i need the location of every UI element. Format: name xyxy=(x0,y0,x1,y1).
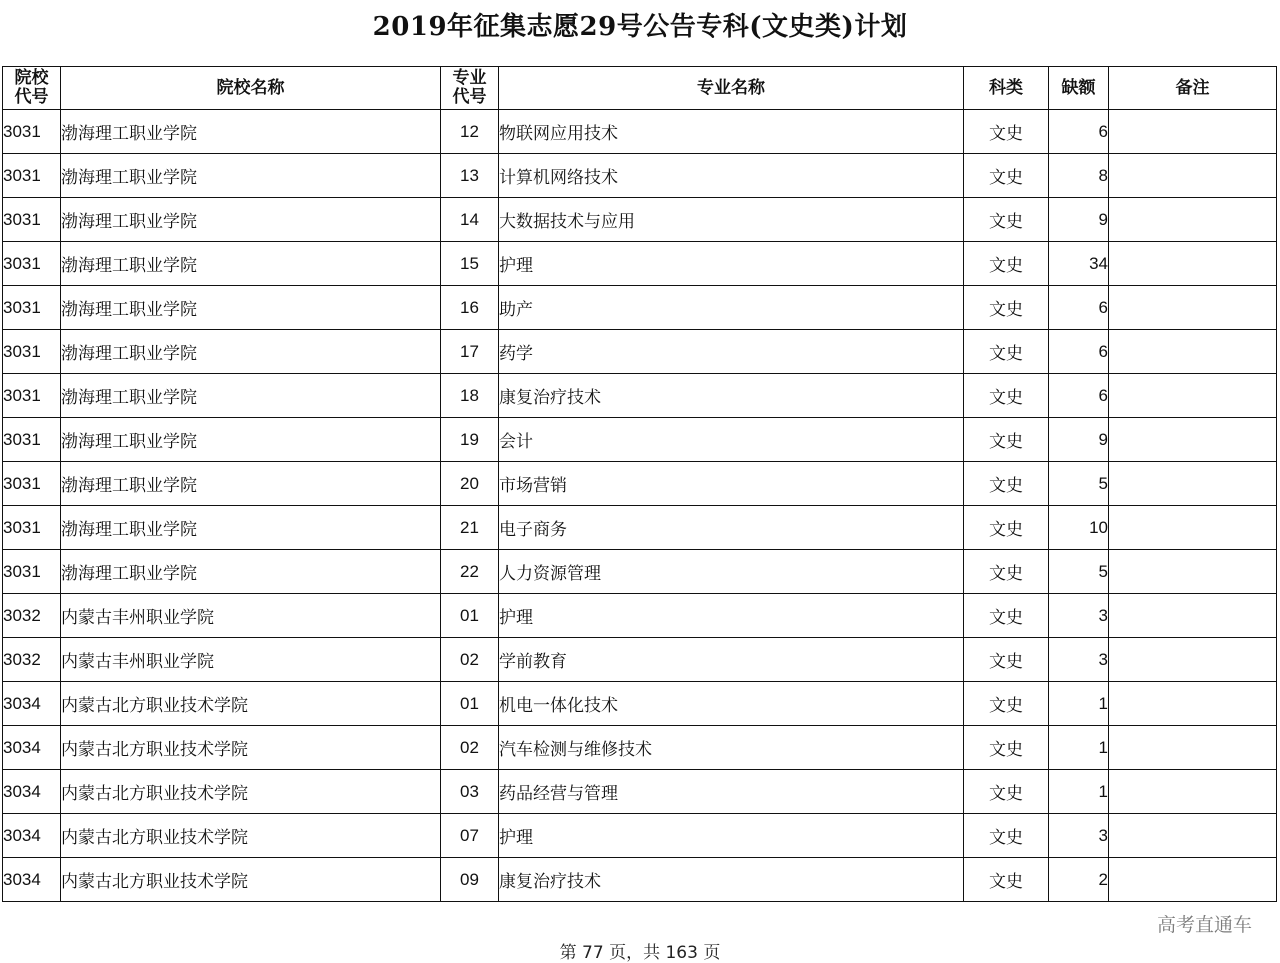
cell-school-name: 内蒙古北方职业技术学院 xyxy=(61,770,441,814)
cell-major-name: 康复治疗技术 xyxy=(499,858,964,902)
cell-school-code: 3034 xyxy=(3,770,61,814)
watermark: 高考直通车 xyxy=(1156,914,1252,936)
cell-category: 文史 xyxy=(964,242,1049,286)
table-row xyxy=(3,242,1277,286)
header-school-code-bottom: 代号 xyxy=(14,87,49,107)
cell-note xyxy=(1109,638,1277,682)
table-row xyxy=(3,770,1277,814)
cell-major-name: 学前教育 xyxy=(499,638,964,682)
table-row xyxy=(3,154,1277,198)
cell-quota: 9 xyxy=(1049,198,1109,242)
cell-category: 文史 xyxy=(964,814,1049,858)
table-row xyxy=(3,286,1277,330)
cell-major-name: 助产 xyxy=(499,286,964,330)
cell-major-name: 机电一体化技术 xyxy=(499,682,964,726)
table-row xyxy=(3,682,1277,726)
cell-note xyxy=(1109,286,1277,330)
cell-major-name: 物联网应用技术 xyxy=(499,110,964,154)
cell-note xyxy=(1109,814,1277,858)
cell-category: 文史 xyxy=(964,418,1049,462)
cell-note xyxy=(1109,110,1277,154)
cell-category: 文史 xyxy=(964,506,1049,550)
cell-school-code: 3031 xyxy=(3,550,61,594)
cell-quota: 9 xyxy=(1049,418,1109,462)
cell-major-code: 13 xyxy=(441,154,499,198)
cell-quota: 6 xyxy=(1049,330,1109,374)
cell-school-name: 内蒙古丰州职业学院 xyxy=(61,638,441,682)
cell-category: 文史 xyxy=(964,198,1049,242)
cell-quota: 6 xyxy=(1049,286,1109,330)
cell-note xyxy=(1109,682,1277,726)
cell-quota: 8 xyxy=(1049,154,1109,198)
cell-note xyxy=(1109,462,1277,506)
cell-school-code: 3032 xyxy=(3,594,61,638)
cell-school-name: 内蒙古北方职业技术学院 xyxy=(61,858,441,902)
cell-school-code: 3031 xyxy=(3,330,61,374)
cell-category: 文史 xyxy=(964,770,1049,814)
cell-school-code: 3031 xyxy=(3,110,61,154)
cell-category: 文史 xyxy=(964,638,1049,682)
cell-note xyxy=(1109,550,1277,594)
cell-school-code: 3031 xyxy=(3,374,61,418)
cell-school-name: 渤海理工职业学院 xyxy=(61,418,441,462)
cell-category: 文史 xyxy=(964,462,1049,506)
cell-major-code: 15 xyxy=(441,242,499,286)
table-header-row xyxy=(3,67,1277,110)
header-school-code xyxy=(3,67,61,110)
cell-quota: 34 xyxy=(1049,242,1109,286)
table-row xyxy=(3,594,1277,638)
cell-school-code: 3034 xyxy=(3,682,61,726)
plan-table xyxy=(2,66,1277,902)
table-row xyxy=(3,110,1277,154)
cell-major-code: 16 xyxy=(441,286,499,330)
cell-note xyxy=(1109,418,1277,462)
cell-quota: 10 xyxy=(1049,506,1109,550)
cell-note xyxy=(1109,726,1277,770)
cell-category: 文史 xyxy=(964,682,1049,726)
header-major-code-top: 专业 xyxy=(452,68,487,88)
cell-school-code: 3031 xyxy=(3,506,61,550)
cell-major-name: 护理 xyxy=(499,242,964,286)
cell-note xyxy=(1109,330,1277,374)
cell-quota: 1 xyxy=(1049,770,1109,814)
table-row xyxy=(3,418,1277,462)
cell-major-code: 02 xyxy=(441,726,499,770)
cell-school-name: 内蒙古北方职业技术学院 xyxy=(61,814,441,858)
cell-quota: 1 xyxy=(1049,682,1109,726)
cell-note xyxy=(1109,198,1277,242)
table-row xyxy=(3,198,1277,242)
cell-major-name: 药品经营与管理 xyxy=(499,770,964,814)
table-row xyxy=(3,462,1277,506)
cell-note xyxy=(1109,374,1277,418)
cell-school-name: 内蒙古丰州职业学院 xyxy=(61,594,441,638)
cell-major-code: 18 xyxy=(441,374,499,418)
cell-school-code: 3031 xyxy=(3,242,61,286)
cell-school-name: 渤海理工职业学院 xyxy=(61,242,441,286)
cell-school-name: 渤海理工职业学院 xyxy=(61,550,441,594)
header-school-code-top: 院校 xyxy=(14,68,49,88)
cell-school-name: 内蒙古北方职业技术学院 xyxy=(61,726,441,770)
cell-major-name: 药学 xyxy=(499,330,964,374)
cell-quota: 3 xyxy=(1049,814,1109,858)
cell-major-code: 09 xyxy=(441,858,499,902)
cell-quota: 3 xyxy=(1049,594,1109,638)
cell-school-name: 内蒙古北方职业技术学院 xyxy=(61,682,441,726)
cell-category: 文史 xyxy=(964,594,1049,638)
cell-major-code: 07 xyxy=(441,814,499,858)
cell-category: 文史 xyxy=(964,726,1049,770)
header-note: 备注 xyxy=(1109,67,1277,110)
header-major-code xyxy=(441,67,499,110)
cell-school-name: 渤海理工职业学院 xyxy=(61,374,441,418)
cell-major-code: 22 xyxy=(441,550,499,594)
cell-category: 文史 xyxy=(964,154,1049,198)
cell-quota: 1 xyxy=(1049,726,1109,770)
cell-school-name: 渤海理工职业学院 xyxy=(61,110,441,154)
cell-school-code: 3032 xyxy=(3,638,61,682)
cell-category: 文史 xyxy=(964,330,1049,374)
cell-major-name: 计算机网络技术 xyxy=(499,154,964,198)
cell-major-name: 市场营销 xyxy=(499,462,964,506)
cell-major-code: 20 xyxy=(441,462,499,506)
table-row xyxy=(3,638,1277,682)
cell-major-code: 21 xyxy=(441,506,499,550)
cell-quota: 5 xyxy=(1049,462,1109,506)
cell-major-name: 人力资源管理 xyxy=(499,550,964,594)
cell-note xyxy=(1109,506,1277,550)
cell-school-name: 渤海理工职业学院 xyxy=(61,198,441,242)
cell-category: 文史 xyxy=(964,550,1049,594)
cell-note xyxy=(1109,594,1277,638)
cell-note xyxy=(1109,858,1277,902)
cell-school-code: 3031 xyxy=(3,418,61,462)
cell-major-name: 大数据技术与应用 xyxy=(499,198,964,242)
cell-major-name: 电子商务 xyxy=(499,506,964,550)
cell-major-name: 护理 xyxy=(499,814,964,858)
cell-major-name: 汽车检测与维修技术 xyxy=(499,726,964,770)
cell-major-code: 01 xyxy=(441,594,499,638)
cell-school-code: 3031 xyxy=(3,286,61,330)
cell-school-name: 渤海理工职业学院 xyxy=(61,330,441,374)
cell-major-name: 康复治疗技术 xyxy=(499,374,964,418)
cell-school-code: 3034 xyxy=(3,814,61,858)
cell-school-name: 渤海理工职业学院 xyxy=(61,154,441,198)
table-row xyxy=(3,374,1277,418)
cell-major-code: 14 xyxy=(441,198,499,242)
cell-major-code: 03 xyxy=(441,770,499,814)
cell-note xyxy=(1109,154,1277,198)
cell-note xyxy=(1109,770,1277,814)
cell-note xyxy=(1109,242,1277,286)
cell-school-name: 渤海理工职业学院 xyxy=(61,506,441,550)
page-title: 2019年征集志愿29号公告专科(文史类)计划 xyxy=(372,12,908,42)
header-category: 科类 xyxy=(964,67,1049,110)
cell-quota: 6 xyxy=(1049,374,1109,418)
table-row xyxy=(3,550,1277,594)
page-footer: 第 77 页，共 163 页 xyxy=(559,943,721,963)
cell-major-code: 02 xyxy=(441,638,499,682)
table-row xyxy=(3,726,1277,770)
cell-quota: 2 xyxy=(1049,858,1109,902)
cell-school-code: 3034 xyxy=(3,858,61,902)
cell-school-code: 3031 xyxy=(3,462,61,506)
table-body xyxy=(3,110,1277,902)
cell-major-name: 护理 xyxy=(499,594,964,638)
header-school-name: 院校名称 xyxy=(61,67,441,110)
table-row xyxy=(3,858,1277,902)
cell-school-code: 3034 xyxy=(3,726,61,770)
cell-major-code: 01 xyxy=(441,682,499,726)
table-row xyxy=(3,506,1277,550)
table-row xyxy=(3,814,1277,858)
cell-school-name: 渤海理工职业学院 xyxy=(61,462,441,506)
cell-quota: 3 xyxy=(1049,638,1109,682)
cell-category: 文史 xyxy=(964,858,1049,902)
header-major-code-bottom: 代号 xyxy=(452,87,487,107)
cell-major-code: 12 xyxy=(441,110,499,154)
cell-school-code: 3031 xyxy=(3,154,61,198)
cell-category: 文史 xyxy=(964,374,1049,418)
table-row xyxy=(3,330,1277,374)
cell-major-code: 17 xyxy=(441,330,499,374)
cell-major-code: 19 xyxy=(441,418,499,462)
cell-quota: 6 xyxy=(1049,110,1109,154)
cell-school-code: 3031 xyxy=(3,198,61,242)
cell-category: 文史 xyxy=(964,286,1049,330)
header-quota: 缺额 xyxy=(1049,67,1109,110)
cell-school-name: 渤海理工职业学院 xyxy=(61,286,441,330)
cell-major-name: 会计 xyxy=(499,418,964,462)
cell-quota: 5 xyxy=(1049,550,1109,594)
cell-category: 文史 xyxy=(964,110,1049,154)
header-major-name: 专业名称 xyxy=(499,67,964,110)
